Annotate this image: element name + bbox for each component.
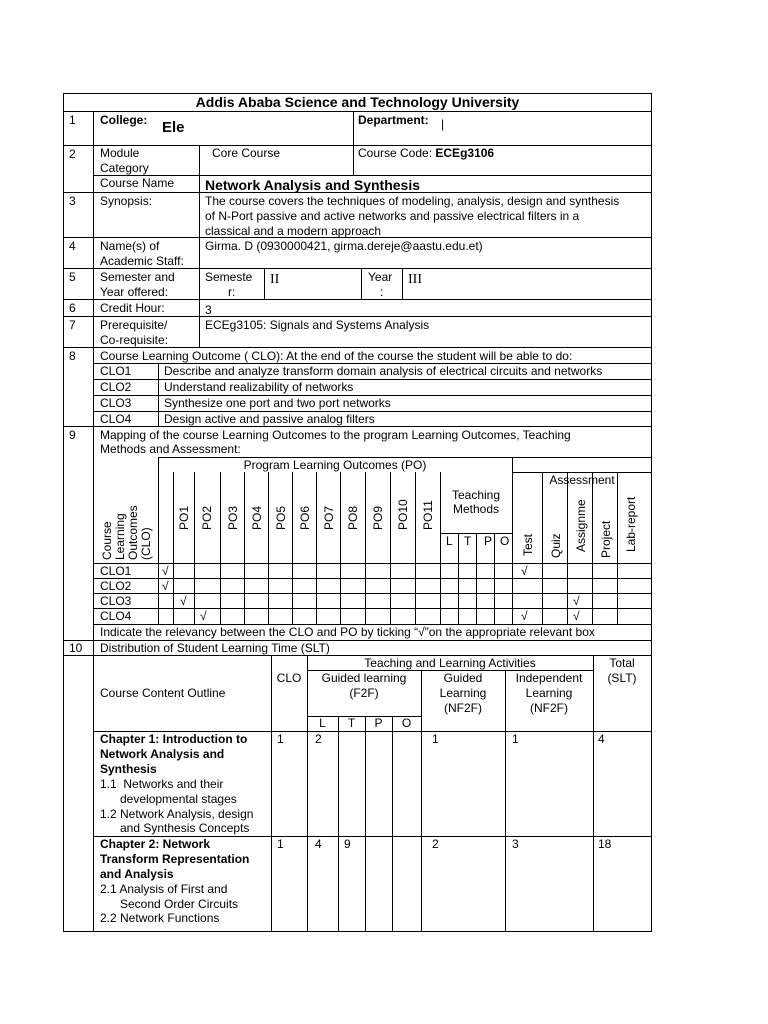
guided-f2f-header: Guided learning (321, 671, 407, 685)
chapter-item: Second Order Circuits (100, 897, 239, 911)
po-label: PO3 (226, 505, 240, 530)
independent-header: (NF2F) (530, 701, 568, 715)
assessment-header-cell (568, 488, 592, 554)
chapter-item: 2.1 Analysis of First and (100, 882, 228, 896)
semester-label: Year offered: (100, 285, 169, 299)
po-label: PO2 (200, 505, 214, 530)
course-code-value: ECEg3106 (435, 146, 495, 160)
f2f-sub-label: O (401, 716, 412, 730)
po-label: PO11 (421, 500, 435, 530)
po-label: PO1 (177, 505, 191, 530)
po-label: PO7 (322, 505, 336, 530)
module-category-label: Module Category (100, 146, 149, 175)
chapter-clo: 1 (277, 732, 284, 746)
po-header: Program Learning Outcomes (PO) (243, 458, 427, 472)
teaching-methods-header: Teaching (451, 488, 501, 502)
college-label: College: (100, 113, 148, 127)
guided-nf2f-header: (NF2F) (444, 701, 482, 715)
clo-header-line: Outcomes (126, 505, 140, 560)
department-label: Department: (358, 113, 429, 127)
tm-sub-label: L (446, 534, 453, 548)
tick-mark: √ (573, 594, 580, 608)
f2f-sub-label: L (319, 716, 326, 730)
chapter-item: and Synthesis Concepts (100, 821, 250, 835)
clo-header: CLO (276, 671, 302, 685)
chapter-independent: 1 (512, 732, 519, 746)
tm-sub-label: O (500, 534, 510, 548)
row-number: 6 (69, 301, 76, 315)
clo-column-header (94, 472, 158, 562)
clo-code: CLO1 (100, 364, 132, 378)
matrix-row-label: CLO2 (100, 579, 132, 593)
chapter-title: Transform Representation (100, 852, 250, 866)
credit-label: Credit Hour: (100, 301, 165, 315)
chapter-title: and Analysis (100, 867, 174, 881)
assessment-label: Test (521, 533, 535, 556)
tick-mark: √ (162, 579, 169, 593)
po-header-cell (221, 473, 244, 533)
f2f-sub-label: T (347, 716, 356, 730)
clo-header-line: (CLO) (139, 527, 153, 560)
prereq-value: ECEg3105: Signals and Systems Analysis (205, 318, 430, 332)
synopsis-line: The course covers the techniques of modeling, analysis, design and synthesis (205, 194, 620, 208)
assessment-header-cell (513, 473, 542, 562)
assessment-label: Assignme (574, 499, 588, 552)
row-number: 8 (69, 349, 76, 363)
mapping-intro: Methods and Assessment: (100, 442, 241, 456)
year-sub-label: : (380, 285, 384, 299)
chapter-item: 2.2 Network Functions (100, 911, 220, 925)
po-header-cell (317, 473, 340, 533)
tm-sub-label: P (484, 534, 493, 548)
chapter-lecture: 4 (315, 837, 322, 851)
po-header-cell (245, 473, 268, 533)
chapter-title: Chapter 1: Introduction to (100, 732, 248, 746)
po-header-cell (391, 473, 415, 533)
assessment-label: Quiz (549, 533, 563, 558)
slt-title: Distribution of Student Learning Time (SLT) (100, 641, 330, 655)
department-value: | (441, 117, 445, 131)
year-value: III (408, 272, 422, 287)
chapter-guided: 2 (432, 837, 439, 851)
matrix-row-label: CLO1 (100, 564, 132, 578)
po-label: PO8 (346, 505, 360, 530)
chapter-item: 1.1 Networks and their (100, 777, 224, 791)
row-number: 4 (69, 239, 76, 253)
clo-text: Describe and analyze transform domain analysis of electrical circuits and networks (164, 364, 603, 378)
module-category-value: Core Course (212, 146, 281, 160)
content-outline-header: Course Content Outline (100, 686, 226, 700)
year-sub-label: Year (368, 270, 393, 284)
clo-intro: Course Learning Outcome ( CLO): At the end of the course the student will be able to do: (100, 349, 573, 363)
tick-mark: √ (200, 609, 207, 623)
relevancy-note: Indicate the relevancy between the CLO and PO by ticking “√”on the appropriate relevant box (100, 625, 595, 639)
po-label: PO9 (371, 505, 385, 530)
synopsis-line: classical and a modern approach (205, 224, 382, 238)
assessment-header-cell (593, 488, 617, 562)
chapter-lecture: 2 (315, 732, 322, 746)
credit-value: 3 (205, 303, 212, 317)
assessment-label: Project (599, 520, 613, 558)
tick-mark: √ (180, 594, 187, 608)
row-number: 2 (69, 147, 76, 161)
po-header-cell (416, 473, 440, 533)
po-header-cell (195, 473, 220, 533)
guided-nf2f-header: Guided (443, 671, 483, 685)
university-title: Addis Ababa Science and Technology University (195, 94, 520, 110)
row-number: 10 (69, 641, 83, 655)
tm-sub-label: T (464, 534, 472, 548)
assessment-label: Lab-report (624, 496, 638, 552)
course-code-label-text: Course Code: (358, 146, 433, 160)
mapping-intro: Mapping of the course Learning Outcomes to the program Learning Outcomes, Teaching (100, 428, 571, 442)
tick-mark: √ (573, 609, 580, 623)
semester-sub-label: Semeste (205, 270, 253, 284)
row-number: 3 (69, 194, 76, 208)
f2f-sub-label: P (374, 716, 383, 730)
prereq-label: Prerequisite/ (100, 318, 168, 332)
tick-mark: √ (521, 564, 528, 578)
college-value: Ele (162, 119, 185, 136)
po-header-cell (293, 473, 316, 533)
total-header: (SLT) (607, 671, 637, 685)
matrix-row-label: CLO3 (100, 594, 132, 608)
po-header-cell (366, 473, 390, 533)
clo-code: CLO3 (100, 396, 132, 410)
chapter-title: Chapter 2: Network (100, 837, 211, 851)
chapter-guided: 1 (432, 732, 439, 746)
chapter-total: 18 (598, 837, 612, 851)
po-header-cell (341, 473, 365, 533)
staff-label: Academic Staff: (100, 254, 184, 268)
chapter-title: Network Analysis and (100, 747, 225, 761)
semester-sub-label: r: (228, 285, 236, 299)
po-label: PO6 (298, 505, 312, 530)
total-header: Total (609, 656, 635, 670)
clo-code: CLO4 (100, 412, 132, 426)
semester-label: Semester and (100, 270, 175, 284)
independent-header: Learning (525, 686, 573, 700)
assessment-header-cell (618, 488, 651, 554)
chapter-item: developmental stages (100, 792, 237, 806)
po-header-cell (174, 473, 194, 533)
staff-label: Name(s) of (100, 239, 160, 253)
matrix-row-label: CLO4 (100, 609, 132, 623)
course-name-value: Network Analysis and Synthesis (205, 177, 420, 193)
po-label: PO10 (396, 499, 410, 530)
clo-code: CLO2 (100, 380, 132, 394)
po-label: PO4 (250, 505, 264, 530)
guided-f2f-header: (F2F) (349, 686, 379, 700)
prereq-label: Co-requisite: (100, 333, 169, 347)
chapter-independent: 3 (512, 837, 519, 851)
row-number: 5 (69, 270, 76, 284)
teaching-methods-header: Methods (452, 502, 500, 516)
po-header-cell (269, 473, 292, 533)
chapter-title: Synthesis (100, 762, 157, 776)
chapter-tutorial: 9 (344, 837, 351, 851)
assessment-header: Assessment (549, 473, 615, 487)
clo-text: Synthesize one port and two port networks (164, 396, 391, 410)
chapter-item: 1.2 Network Analysis, design (100, 807, 254, 821)
chapter-clo: 1 (277, 837, 284, 851)
staff-value: Girma. D (0930000421, girma.dereje@aastu.edu.et) (205, 239, 483, 253)
clo-header-line: Course (100, 521, 114, 560)
row-number: 9 (69, 428, 76, 442)
chapter-total: 4 (598, 732, 605, 746)
synopsis-line: of N-Port passive and active networks and passive electrical filters in a (205, 209, 580, 223)
clo-text: Design active and passive analog filters (164, 412, 375, 426)
tla-header: Teaching and Learning Activities (364, 656, 536, 670)
clo-header-line: Learning (113, 513, 127, 560)
course-code-label (358, 146, 494, 161)
independent-header: Independent (515, 671, 583, 685)
clo-text: Understand realizability of networks (164, 380, 354, 394)
tick-mark: √ (162, 564, 169, 578)
guided-nf2f-header: Learning (439, 686, 487, 700)
synopsis-label: Synopsis: (100, 194, 153, 208)
assessment-header-cell (543, 488, 567, 562)
row-number: 1 (69, 113, 76, 127)
tick-mark: √ (521, 609, 528, 623)
semester-value: II (270, 272, 280, 287)
course-name-label: Course Name (100, 176, 175, 190)
po-label: PO5 (274, 505, 288, 530)
row-number: 7 (69, 318, 76, 332)
